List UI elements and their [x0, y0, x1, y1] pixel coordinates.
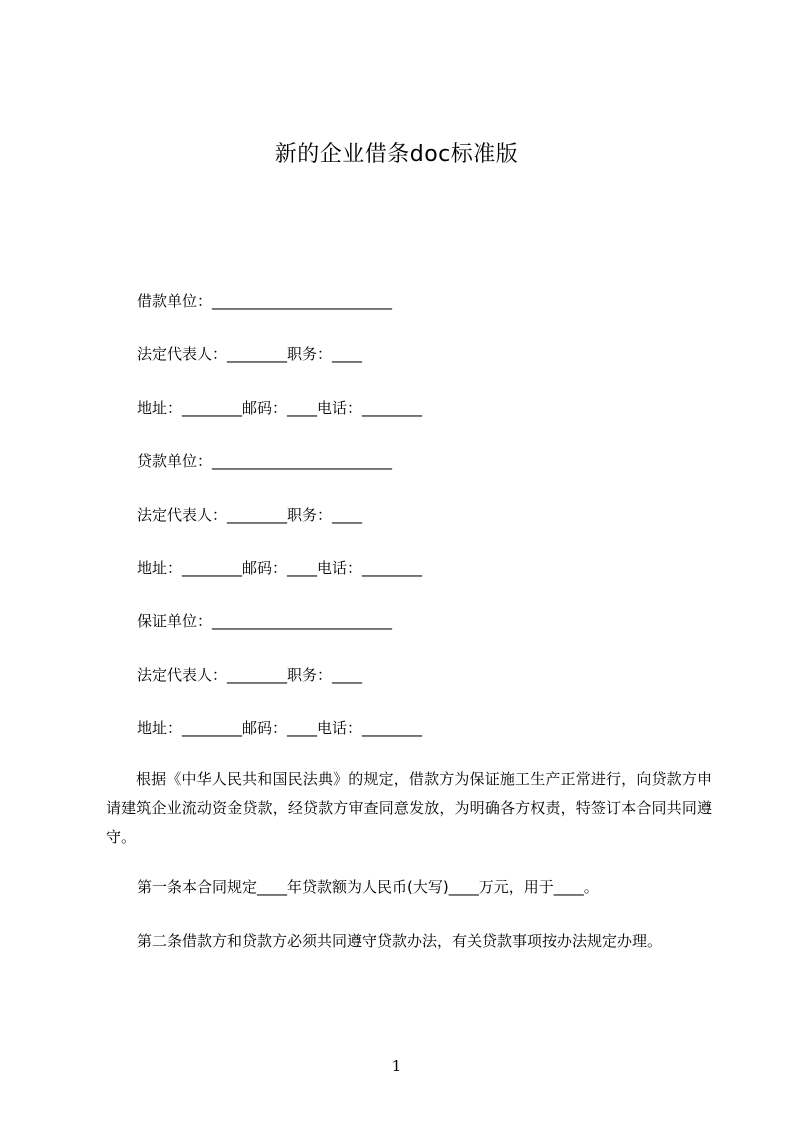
document-title: 新的企业借条doc标准版 — [274, 142, 519, 167]
page-number: 1 — [391, 1057, 402, 1075]
guarantor-address-field: 地址：________邮码：____电话：________ — [137, 719, 423, 737]
guarantor-unit-field: 保证单位：________________________ — [137, 612, 393, 630]
borrower-unit-field: 借款单位：________________________ — [137, 292, 393, 310]
borrower-legal-representative-field: 法定代表人：________职务：____ — [137, 345, 363, 363]
contract-clause-one: 第一条本合同规定____年贷款额为人民币(大写)____万元，用于____。 — [137, 878, 599, 896]
contract-preamble-paragraph: 根据《中华人民共和国民法典》的规定，借款方为保证施工生产正常进行，向贷款方申请建筑企业流动资金贷款，经贷款方审查同意发放，为明确各方权责，特签订本合同共同遵守。 — [106, 770, 712, 846]
lender-address-field: 地址：________邮码：____电话：________ — [137, 559, 423, 577]
lender-unit-field: 贷款单位：________________________ — [137, 452, 393, 470]
guarantor-legal-representative-field: 法定代表人：________职务：____ — [137, 666, 363, 684]
lender-legal-representative-field: 法定代表人：________职务：____ — [137, 506, 363, 524]
borrower-address-field: 地址：________邮码：____电话：________ — [137, 399, 423, 417]
contract-clause-two: 第二条借款方和贷款方必须共同遵守贷款办法，有关贷款事项按办法规定办理。 — [137, 932, 663, 950]
